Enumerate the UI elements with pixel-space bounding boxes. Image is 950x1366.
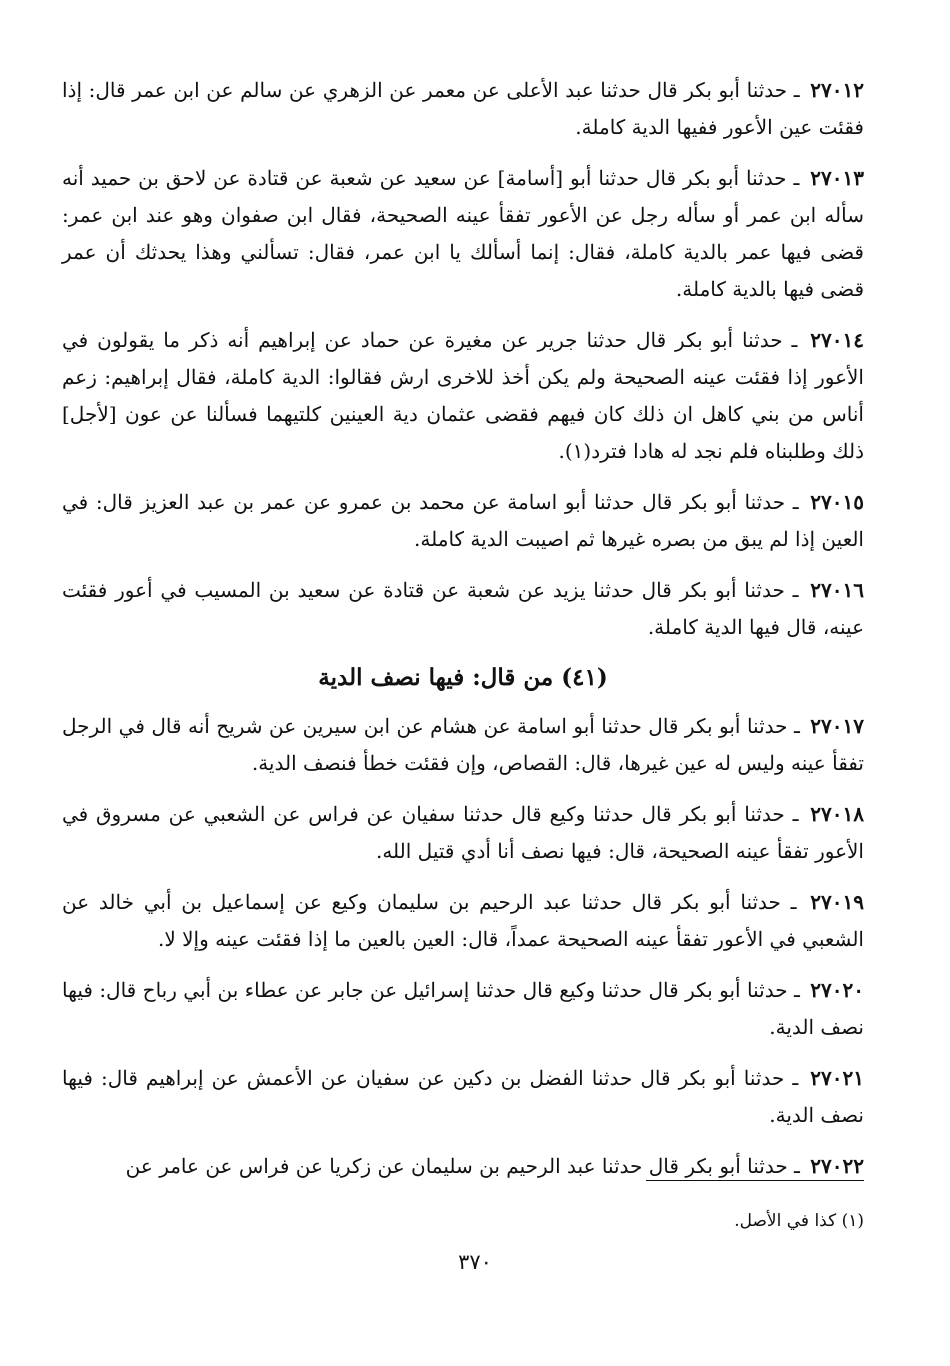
section-heading: (٤١) من قال: فيها نصف الدية [318, 664, 608, 691]
entry-number: ٢٧٠١٦ [810, 578, 864, 602]
entry-number: ٢٧٠٢١ [810, 1066, 864, 1090]
entry-27014 [62, 322, 864, 470]
entry-27015 [62, 484, 864, 558]
entry-27018 [62, 796, 864, 870]
entry-text: ـ حدثنا أبو بكر قال حدثنا وكيع قال حدثنا سفيان عن فراس عن الشعبي عن مسروق في الأعور تفقأ عينه الصحيحة، قال: فيها نصف أنا أدي قتيل الله. [62, 802, 864, 863]
entry-text: ـ حدثنا أبو بكر قال حدثنا أبو [أسامة] عن سعيد عن شعبة عن قتادة عن لاحق بن حميد أنه سأله ابن عمر أو سأله رجل عن الأعور تفقأ عينه الصحيحة، فقال ابن صفوان وهو عند ابن عمر: قضى فيها عمر بالدية كاملة، فقال: إنما أسألك يا ابن عمر، فقال: تسألني وهذا يحدثك أن عمر قضى فيها بالدية كاملة. [62, 166, 864, 301]
entry-number: ٢٧٠٢٠ [810, 978, 864, 1002]
entry-number: ٢٧٠١٩ [810, 890, 864, 914]
entry-number: ٢٧٠١٥ [810, 490, 865, 514]
page-number: ٣٧٠ [458, 1250, 492, 1274]
entry-text: ـ حدثنا أبو بكر قال حدثنا جرير عن مغيرة عن حماد عن إبراهيم أنه ذكر ما يقولون في الأعور إذا فقئت عينه الصحيحة ولم يكن أخذ للاخرى ارش فقالوا: الدية كاملة، فقال إبراهيم: زعم أناس من بني كاهل ان ذلك كان فيهم فقضى عثمان دية العينين كلتيهما فسألنا عن عون [لأجل] ذلك وطلبناه فلم نجد له هادا فترد(١). [62, 328, 864, 463]
entry-text: ـ حدثنا أبو بكر قال حدثنا يزيد عن شعبة عن قتادة عن سعيد بن المسيب في أعور فقئت عينه، قال فيها الدية كاملة. [62, 578, 864, 639]
entry-text: ـ حدثنا أبو بكر قال حدثنا أبو اسامة عن هشام عن ابن سيرين عن شريح أنه قال في الرجل تفقأ عينه وليس له عين غيرها، قال: القصاص، وإن فقئت خطأ فنصف الدية. [62, 714, 864, 775]
entry-text: ـ حدثنا أبو بكر قال حدثنا عبد الأعلى عن معمر عن الزهري عن سالم عن ابن عمر قال: إذا فقئت عين الأعور ففيها الدية كاملة. [62, 78, 864, 139]
entry-number: ٢٧٠١٢ [810, 78, 864, 102]
entry-27020 [62, 972, 864, 1046]
footnote-divider [646, 1180, 864, 1181]
entry-number: ٢٧٠٢٢ [810, 1154, 864, 1178]
entry-27019 [62, 884, 864, 958]
entry-number: ٢٧٠١٤ [810, 328, 865, 352]
entry-text: ـ حدثنا أبو بكر قال حدثنا عبد الرحيم بن سليمان عن زكريا عن فراس عن عامر عن [125, 1154, 800, 1178]
entry-27013 [62, 160, 864, 308]
entry-text: ـ حدثنا أبو بكر قال حدثنا وكيع قال حدثنا إسرائيل عن جابر عن عطاء بن أبي رباح قال: فيها نصف الدية. [62, 978, 864, 1039]
entry-27021 [62, 1060, 864, 1134]
entry-27017 [62, 708, 864, 782]
entry-27012 [62, 72, 864, 146]
entry-27016 [62, 572, 864, 646]
entry-number: ٢٧٠١٨ [810, 802, 865, 826]
entry-text: ـ حدثنا أبو بكر قال حدثنا الفضل بن دكين عن سفيان عن الأعمش عن إبراهيم قال: فيها نصف الدية. [62, 1066, 864, 1127]
entry-number: ٢٧٠١٧ [810, 714, 865, 738]
entry-text: ـ حدثنا أبو بكر قال حدثنا أبو اسامة عن محمد بن عمرو عن عمر بن عبد العزيز قال: في العين إذا لم يبق من بصره غيرها ثم اصيبت الدية كاملة. [62, 490, 864, 551]
entry-number: ٢٧٠١٣ [810, 166, 865, 190]
footnote: (١) كذا في الأصل. [734, 1211, 864, 1231]
entry-text: ـ حدثنا أبو بكر قال حدثنا عبد الرحيم بن سليمان وكيع عن إسماعيل بن أبي خالد عن الشعبي في الأعور تفقأ عينه الصحيحة عمداً، قال: العين بالعين ما إذا فقئت عينه وإلا لا. [62, 890, 864, 951]
